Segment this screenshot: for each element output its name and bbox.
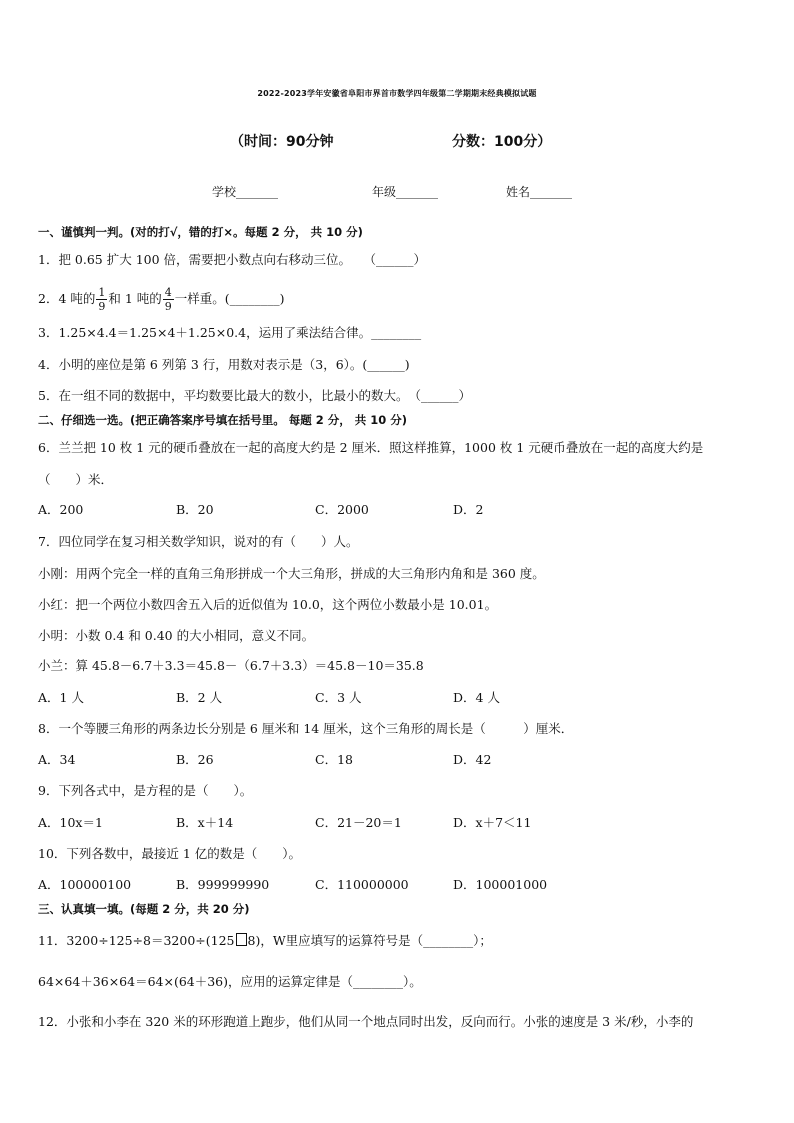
question-2-text-pre: 2．4 吨的 xyxy=(38,291,96,306)
q10-option-b: B．999999990 xyxy=(176,877,270,892)
question-12: 12．小张和小李在 320 米的环形跑道上跑步，他们从同一个地点同时出发，反向而行。小张的速度是 3 米/秒，小李的 xyxy=(38,1014,694,1029)
exam-time: （时间：90分钟 xyxy=(230,134,334,150)
grade-field: 年级_______ xyxy=(372,185,439,199)
q6-option-c: C．2000 xyxy=(315,502,369,517)
q6-option-a: A．200 xyxy=(38,502,84,517)
question-8: 8．一个等腰三角形的两条边长分别是 6 厘米和 14 厘米，这个三角形的周长是（ ）厘米． xyxy=(38,721,574,736)
question-7: 7．四位同学在复习相关数学知识，说对的有（ ）人。 xyxy=(38,534,359,549)
question-3: 3．1.25×4.4＝1.25×4＋1.25×0.4，运用了乘法结合律。________ xyxy=(38,325,422,340)
q8-option-c: C．18 xyxy=(315,752,353,767)
q8-option-b: B．26 xyxy=(176,752,214,767)
school-field: 学校_______ xyxy=(212,185,279,199)
question-7-statement-a: 小刚：用两个完全一样的直角三角形拼成一个大三角形，拼成的大三角形内角和是 360 度。 xyxy=(38,566,545,581)
question-11-text-pre: 11．3200÷125÷8＝3200÷(125 xyxy=(38,933,235,948)
question-1: 1．把 0.65 扩大 100 倍，需要把小数点向右移动三位。 （______） xyxy=(38,252,427,267)
question-9: 9．下列各式中，是方程的是（ ）。 xyxy=(38,783,253,798)
fraction-denominator: 9 xyxy=(98,300,106,313)
question-11-text-post: 8)，W里应填写的运算符号是（________）； xyxy=(247,933,492,948)
q9-option-c: C．21－20＝1 xyxy=(315,815,402,830)
q9-option-d: D．x＋7＜11 xyxy=(453,815,532,830)
q7-option-d: D．4 人 xyxy=(453,690,500,705)
section-3-heading: 三、认真填一填。(每题 2 分，共 20 分) xyxy=(38,902,250,916)
question-7-statement-d: 小兰：算 45.8－6.7＋3.3＝45.8－（6.7＋3.3）＝45.8－10＝35.8 xyxy=(38,658,424,673)
question-6: 6．兰兰把 10 枚 1 元的硬币叠放在一起的高度大约是 2 厘米．照这样推算，1000 枚 1 元硬币叠放在一起的高度大约是 xyxy=(38,440,704,455)
question-7-statement-c: 小明：小数 0.4 和 0.40 的大小相同，意义不同。 xyxy=(38,628,315,643)
fraction-one-ninth xyxy=(96,286,107,313)
question-11 xyxy=(38,931,492,949)
q7-option-b: B．2 人 xyxy=(176,690,223,705)
exam-score: 分数：100分） xyxy=(452,134,552,150)
question-4: 4．小明的座位是第 6 列第 3 行，用数对表示是（3，6）。(______) xyxy=(38,357,410,372)
q8-option-a: A．34 xyxy=(38,752,76,767)
q6-option-b: B．20 xyxy=(176,502,214,517)
q10-option-a: A．100000100 xyxy=(38,877,132,892)
exam-title: 2022-2023学年安徽省阜阳市界首市数学四年级第二学期期末经典模拟试题 xyxy=(257,89,537,98)
section-2-heading: 二、仔细选一选。(把正确答案序号填在括号里。 每题 2 分， 共 10 分) xyxy=(38,413,408,427)
q7-option-c: C．3 人 xyxy=(315,690,362,705)
question-2-text-mid: 和 1 吨的 xyxy=(108,291,162,306)
question-10: 10．下列各数中，最接近 1 亿的数是（ ）。 xyxy=(38,846,302,861)
q10-option-d: D．100001000 xyxy=(453,877,548,892)
question-7-statement-b: 小红：把一个两位小数四舍五入后的近似值为 10.0，这个两位小数最小是 10.01。 xyxy=(38,597,498,612)
name-field: 姓名_______ xyxy=(506,185,573,199)
q10-option-c: C．110000000 xyxy=(315,877,409,892)
question-5: 5．在一组不同的数据中，平均数要比最大的数小，比最小的数大。 （______） xyxy=(38,388,471,403)
fraction-numerator: 4 xyxy=(164,286,172,299)
section-1-heading: 一、谨慎判一判。(对的打√，错的打×。每题 2 分， 共 10 分) xyxy=(38,225,363,239)
q8-option-d: D．42 xyxy=(453,752,492,767)
q7-option-a: A．1 人 xyxy=(38,690,84,705)
fraction-numerator: 1 xyxy=(98,286,106,299)
question-11-part-2: 64×64＋36×64＝64×(64＋36)，应用的运算定律是（________）。 xyxy=(38,974,422,989)
blank-box-icon xyxy=(236,933,247,946)
q6-option-d: D．2 xyxy=(453,502,484,517)
fraction-denominator: 9 xyxy=(164,300,172,313)
question-2-text-post: 一样重。(________) xyxy=(174,291,285,306)
question-2 xyxy=(38,285,285,313)
q9-option-a: A．10x＝1 xyxy=(38,815,103,830)
fraction-four-ninths xyxy=(163,286,174,313)
question-6-continued: （ ）米． xyxy=(38,472,114,487)
q9-option-b: B．x＋14 xyxy=(176,815,234,830)
